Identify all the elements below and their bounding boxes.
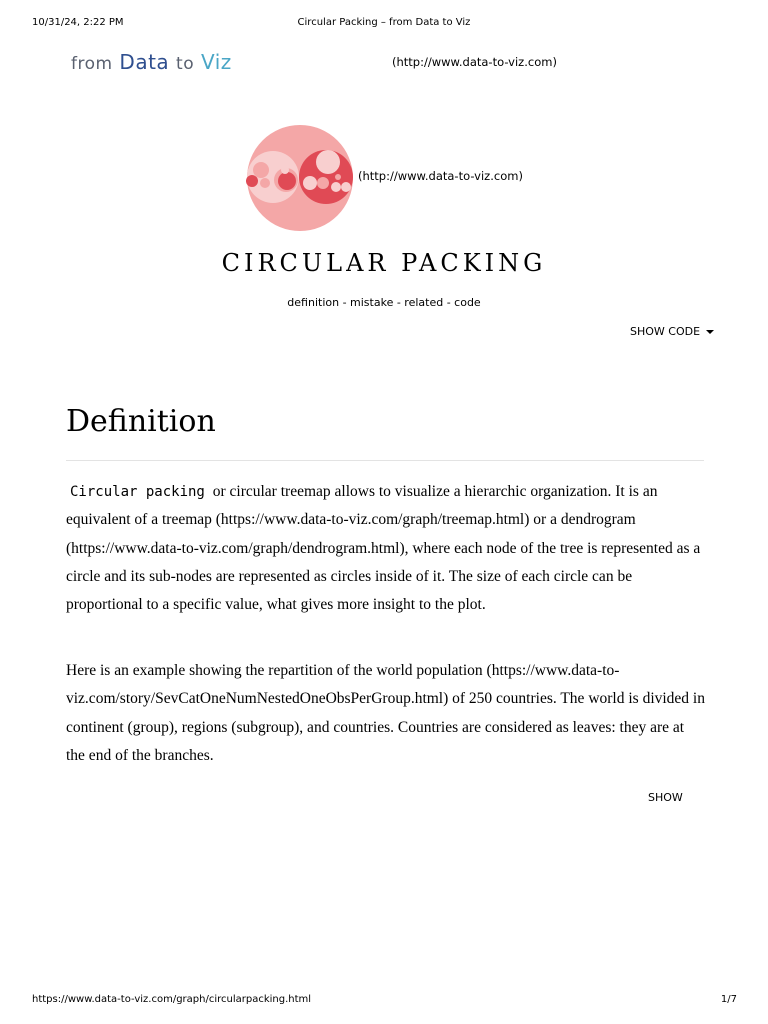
- right-subcircle-d: [331, 182, 341, 192]
- site-url-link[interactable]: (http://www.data-to-viz.com): [392, 55, 557, 69]
- print-page-number: 1/7: [720, 994, 737, 1005]
- right-subcircle-b: [303, 176, 317, 190]
- left-subcircle-a: [253, 162, 269, 178]
- show-code-button[interactable]: [630, 325, 714, 338]
- icon-url-link[interactable]: (http://www.data-to-viz.com): [358, 169, 523, 183]
- logo-viz: Viz: [200, 50, 232, 74]
- show-button[interactable]: SHOW: [648, 791, 683, 804]
- definition-heading: Definition: [66, 404, 216, 439]
- left-subcircle-c: [260, 178, 270, 188]
- code-term: Circular packing: [70, 484, 205, 500]
- page-title: CIRCULAR PACKING: [221, 249, 547, 277]
- logo-from: from: [71, 54, 113, 74]
- divider: [66, 460, 704, 461]
- left-subcircle-f: [281, 166, 289, 174]
- print-page-title: Circular Packing – from Data to Viz: [297, 17, 471, 28]
- definition-paragraph-1: [66, 478, 706, 619]
- print-url: https://www.data-to-viz.com/graph/circularpacking.html: [32, 994, 312, 1005]
- right-subcircle-e: [341, 182, 351, 192]
- circular-packing-icon[interactable]: [243, 125, 355, 231]
- logo-data: Data: [119, 50, 170, 74]
- caret-down-icon: [706, 330, 714, 334]
- site-logo[interactable]: [71, 50, 232, 74]
- right-subcircle-c: [317, 177, 329, 189]
- right-subcircle-f: [335, 174, 341, 180]
- right-subcircle-a: [316, 150, 340, 174]
- definition-p1-text: or circular treemap allows to visualize a hierarchic organization. It is an equivalent of a treemap (https://www.data-to-viz.com/graph/treemap.html) or a dendrogram (https://www.data-to-viz.com/graph/dendrogram.html), where each node of the tree is represented as a circle and its sub-nodes are represented as circles inside of it. The size of each circle can be proportional to a specific value, what gives more insight to the plot.: [66, 483, 701, 614]
- left-subcircle-b: [246, 175, 258, 187]
- logo-to: to: [176, 54, 195, 74]
- show-code-label: SHOW CODE: [630, 325, 701, 338]
- left-subcircle-e: [278, 172, 296, 190]
- print-datetime: 10/31/24, 2:22 PM: [32, 17, 124, 28]
- definition-paragraph-2: Here is an example showing the repartition of the world population (https://www.data-to-viz.com/story/SevCatOneNumNestedOneObsPerGroup.html) of 250 countries. The world is divided in continent (group), regions (subgroup), and countries. Countries are considered as leaves: they are at the end of the branches.: [66, 662, 705, 764]
- section-nav[interactable]: definition - mistake - related - code: [287, 296, 481, 309]
